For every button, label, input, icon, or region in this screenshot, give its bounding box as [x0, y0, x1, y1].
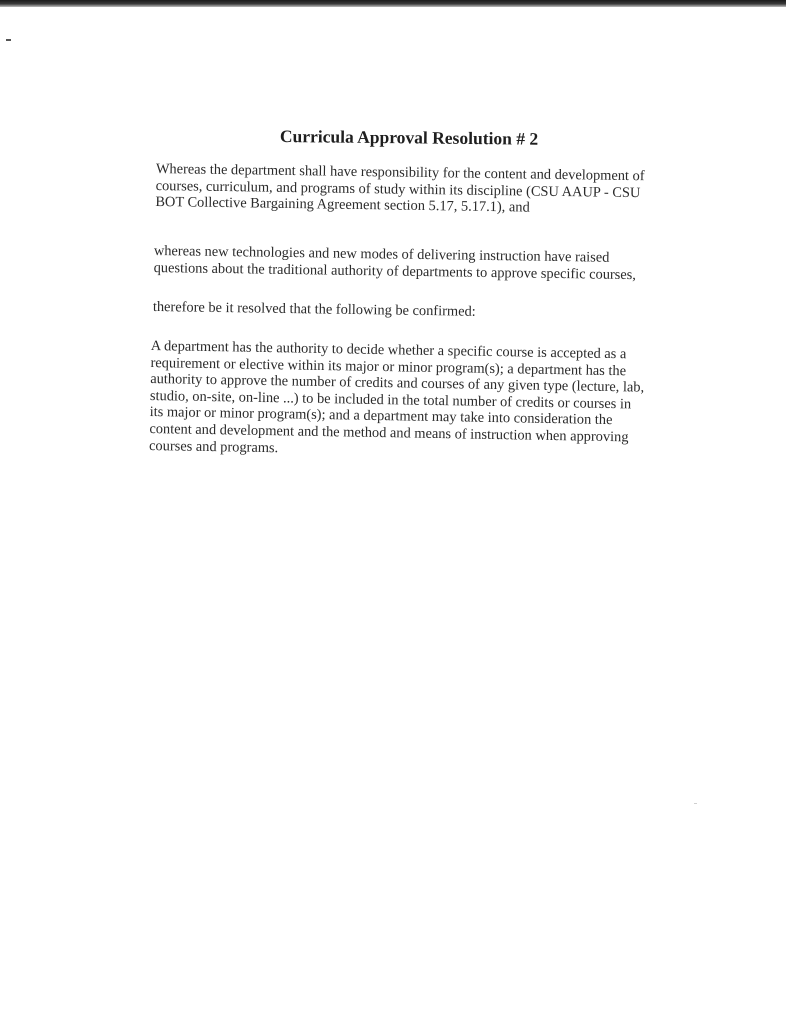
scan-top-edge: [0, 0, 786, 7]
department-authority-paragraph: A department has the authority to decide whether a specific course is accepted as a requirement or elective within its major or minor program(s); a department has the authority to approve the number of credits and courses of any given type (lecture, lab, studio, on-site, on-line ...) to be included in the total number of credits or courses in its major or minor program(s); and a department may take into consideration the content and development and the method and means of instruction when approving courses and programs.: [148, 338, 645, 456]
scan-speck-mark: [6, 39, 11, 41]
whereas-technologies-paragraph: whereas new technologies and new modes of delivering instruction have raised questions about the traditional authority of departments to approve specific courses,: [153, 243, 637, 283]
whereas-responsibility-paragraph: Whereas the department shall have responsibility for the content and development of courses, curriculum, and programs of study within its discipline (CSU AAUP - CSU BOT Collective Bargaining Agreement section 5.17, 5.17.1), and: [155, 161, 645, 216]
resolved-paragraph: therefore be it resolved that the following be confirmed:: [152, 299, 476, 320]
document-title: Curricula Approval Resolution # 2: [279, 126, 539, 149]
scan-speck-mark: [694, 803, 697, 804]
